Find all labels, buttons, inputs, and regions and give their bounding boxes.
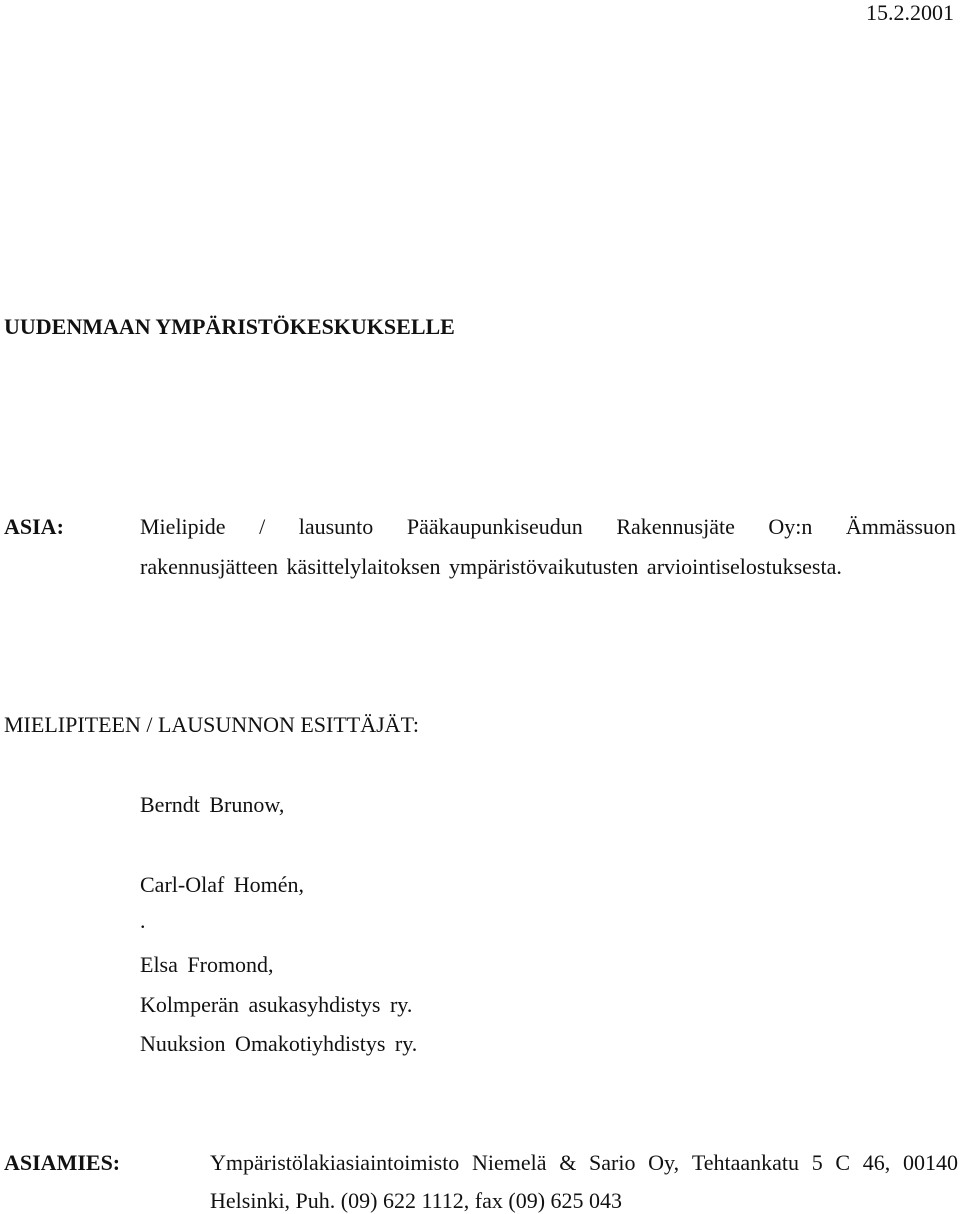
asiamies-word: 5	[811, 1150, 823, 1175]
asiamies-word: Niemelä	[472, 1150, 547, 1175]
asia-word: Oy:n	[768, 514, 813, 539]
presenter-item: Berndt Brunow,	[140, 792, 285, 817]
asiamies-word: Oy,	[648, 1150, 680, 1175]
presenter-item: Nuuksion Omakotiyhdistys ry.	[140, 1031, 418, 1056]
asia-word: Pääkaupunkiseudun	[406, 514, 583, 539]
asiamies-word: &	[559, 1150, 577, 1175]
asiamies-word: C	[835, 1150, 851, 1175]
asiamies-word: Sario	[589, 1150, 636, 1175]
asiamies-address-line-2: Helsinki, Puh. (09) 622 1112, fax (09) 625 043	[210, 1188, 623, 1213]
recipient-heading: UUDENMAAN YMPÄRISTÖKESKUKSELLE	[4, 314, 455, 339]
presenter-item: Kolmperän asukasyhdistys ry.	[140, 992, 413, 1017]
asia-word: lausunto	[298, 514, 374, 539]
stray-dot: .	[140, 908, 146, 933]
asiamies-word: Ympäristölakiasiaintoimisto	[210, 1150, 460, 1175]
document-date: 15.2.2001	[866, 0, 954, 25]
presenter-item: Carl-Olaf Homén,	[140, 872, 305, 897]
asia-subject-line-2: rakennusjätteen käsittelylaitoksen ympäristövaikutusten arviointiselostuksesta.	[140, 554, 842, 579]
asiamies-word: 00140	[902, 1150, 958, 1175]
presenter-item: Elsa Fromond,	[140, 952, 274, 977]
asia-word: Mielipide	[140, 514, 226, 539]
asiamies-word: 46,	[862, 1150, 891, 1175]
asia-word: Rakennusjäte	[616, 514, 735, 539]
asia-word: Ämmässuon	[845, 514, 956, 539]
asia-word: /	[259, 514, 266, 539]
asia-subject-line-1	[140, 516, 956, 538]
asiamies-word: Tehtaankatu	[691, 1150, 800, 1175]
presenters-heading: MIELIPITEEN / LAUSUNNON ESITTÄJÄT:	[4, 712, 420, 737]
asiamies-label: ASIAMIES:	[4, 1150, 121, 1175]
asia-label: ASIA:	[4, 514, 64, 539]
asiamies-address-line-1	[210, 1152, 958, 1174]
